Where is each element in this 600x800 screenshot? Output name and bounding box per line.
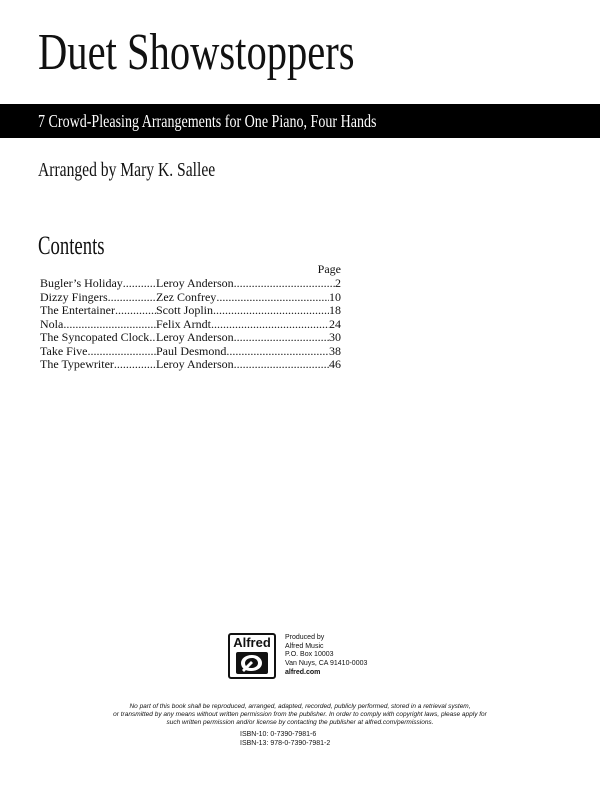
song-title: Dizzy Fingers xyxy=(40,290,108,304)
song-title: The Typewriter xyxy=(40,358,114,371)
leader-dots xyxy=(226,345,329,359)
table-of-contents xyxy=(40,263,341,372)
leader-dots xyxy=(149,331,156,345)
book-title: Duet Showstoppers xyxy=(38,24,355,81)
song-title: The Syncopated Clock xyxy=(40,331,150,344)
alfred-logo-wordmark: Alfred xyxy=(233,635,271,650)
page-number: 18 xyxy=(329,304,341,317)
leader-dots xyxy=(234,331,329,345)
isbn-block xyxy=(240,730,360,748)
leader-dots xyxy=(234,358,329,372)
arranger-credit: Arranged by Mary K. Sallee xyxy=(38,159,216,181)
leader-dots xyxy=(87,345,156,359)
leader-dots xyxy=(216,291,329,305)
leader-dots xyxy=(211,318,329,332)
page-number: 10 xyxy=(329,290,341,304)
leader-dots xyxy=(115,304,156,318)
leader-dots xyxy=(234,277,335,291)
publisher-line: Van Nuys, CA 91410-0003 xyxy=(285,659,368,667)
toc-entry xyxy=(40,358,341,372)
toc-entry xyxy=(40,331,341,345)
page-number: 2 xyxy=(335,277,341,290)
toc-entry xyxy=(40,318,341,332)
leader-dots xyxy=(63,318,156,332)
copyright-line: or transmitted by any means without written permission from the publisher. In order to comply with copyright laws, please apply for xyxy=(113,710,487,718)
song-title: Nola xyxy=(40,317,64,331)
toc-entry xyxy=(40,304,341,318)
publisher-url: alfred.com xyxy=(285,669,321,677)
copyright-line: such written permission and/or license by contacting the publisher at alfred.com/permissions. xyxy=(166,718,434,726)
composer-name: Zez Confrey xyxy=(156,290,217,304)
page-column-header: Page xyxy=(317,262,341,276)
composer-name: Leroy Anderson xyxy=(156,277,234,290)
publisher-line: Alfred Music xyxy=(285,642,324,650)
alfred-logo xyxy=(228,633,276,679)
leader-dots xyxy=(108,291,156,305)
toc-entry xyxy=(40,277,341,291)
page-number: 46 xyxy=(329,358,341,371)
copyright-line: No part of this book shall be reproduced, arranged, adapted, recorded, publicly performed, stored in a retrieval system, xyxy=(129,703,471,710)
composer-name: Leroy Anderson xyxy=(156,358,234,371)
publisher-line: Produced by xyxy=(285,634,325,641)
page-number: 30 xyxy=(329,331,341,344)
leader-dots xyxy=(114,358,156,372)
leader-dots xyxy=(213,304,329,318)
isbn-13: ISBN-13: 978-0-7390-7981-2 xyxy=(240,740,331,747)
composer-name: Felix Arndt xyxy=(156,317,212,331)
leader-dots xyxy=(123,277,156,291)
toc-entry xyxy=(40,291,341,305)
publisher-line: P.O. Box 10003 xyxy=(285,651,334,659)
song-title: The Entertainer xyxy=(40,304,115,317)
song-title: Take Five xyxy=(40,344,88,358)
alfred-logo-emblem-icon xyxy=(235,651,269,675)
publisher-info xyxy=(285,634,367,678)
page-number: 24 xyxy=(329,317,341,331)
copyright-notice xyxy=(60,703,540,726)
song-title: Bugler’s Holiday xyxy=(40,277,123,290)
book-subtitle: 7 Crowd-Pleasing Arrangements for One Piano, Four Hands xyxy=(38,111,377,131)
composer-name: Scott Joplin xyxy=(156,304,214,317)
isbn-10: ISBN-10: 0-7390-7981-6 xyxy=(240,731,317,738)
composer-name: Leroy Anderson xyxy=(156,331,234,344)
composer-name: Paul Desmond xyxy=(156,344,227,358)
contents-heading: Contents xyxy=(38,231,105,260)
page-number: 38 xyxy=(329,344,341,358)
toc-entry xyxy=(40,345,341,359)
